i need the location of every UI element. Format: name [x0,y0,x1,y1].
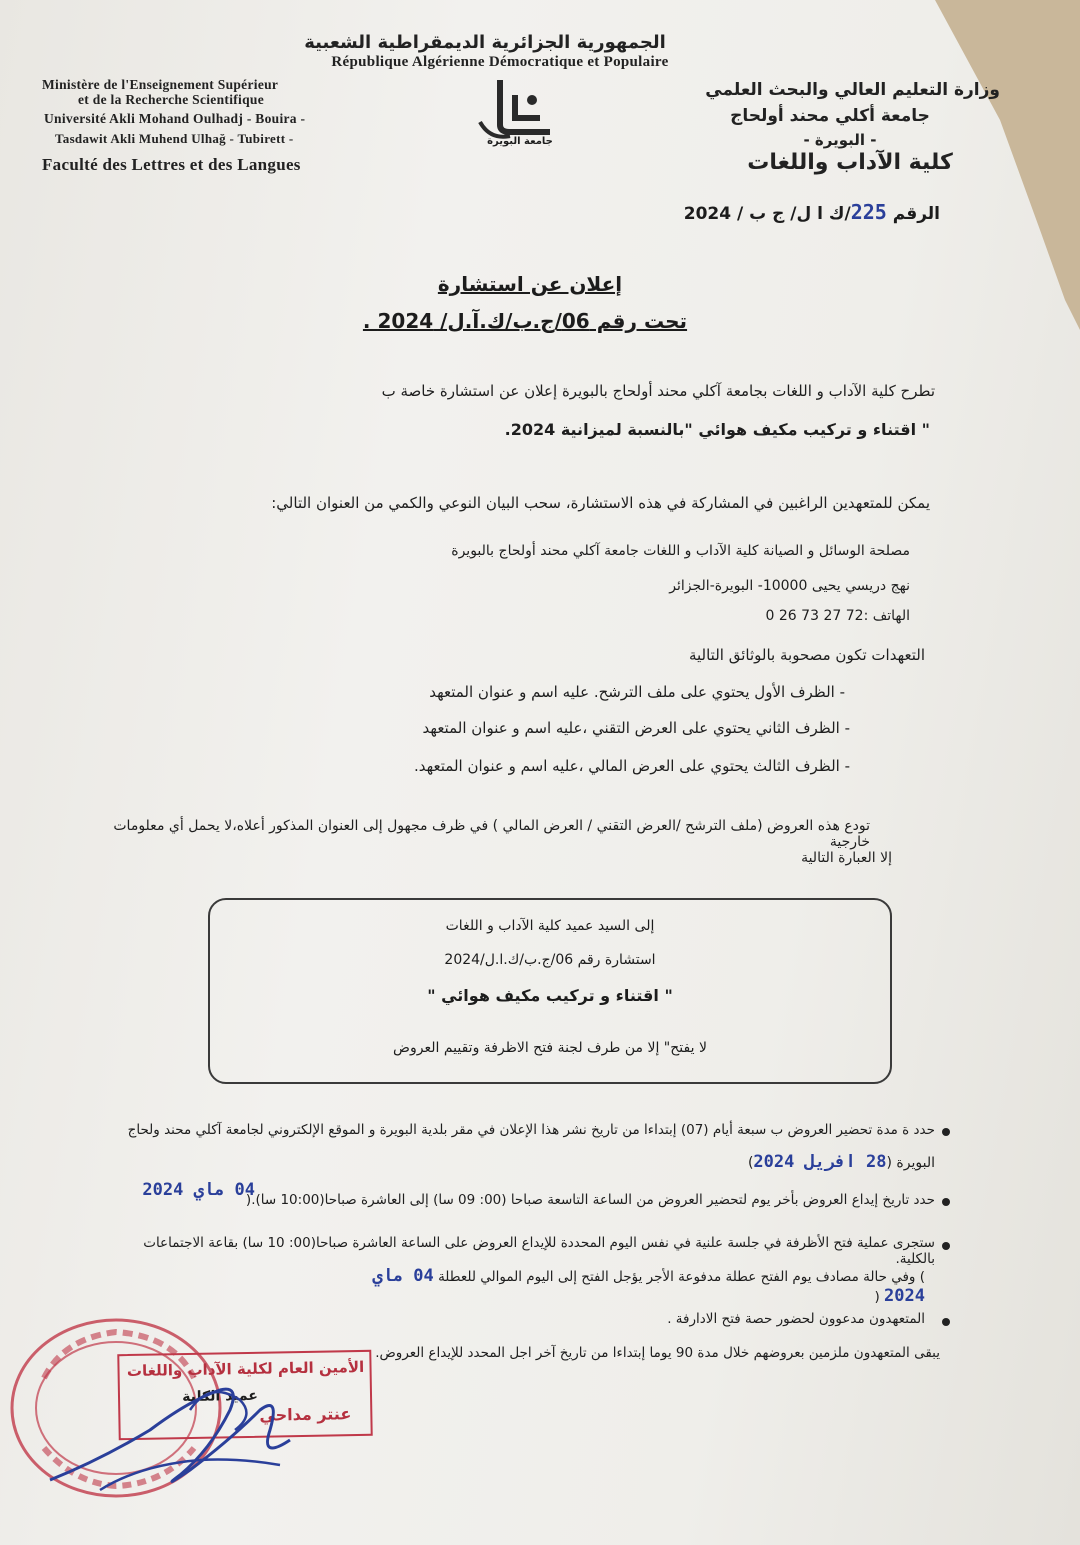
stamp-title: الأمين العام لكلية الآداب واللغات [126,1357,365,1381]
ministry-arabic: وزارة التعليم العالي والبحث العلمي [705,80,1000,100]
university-arabic: جامعة أكلي محند أولحاج [730,106,930,126]
deposit-line-2: إلا العبارة التالية [801,850,892,866]
university-tamazight: Tasdawit Akli Muhend Ulhağ - Tubirett - [55,131,294,146]
reference-number: 225 [850,200,887,224]
envelope-label-box [208,898,892,1084]
reference-suffix: /ك ا ل/ ج ب / 2024 [683,204,851,224]
bullet-3-date: 04 ماي 2024 [372,1266,925,1306]
signature-scribble-icon [40,1370,320,1510]
document-item-3: - الظرف الثالث يحتوي على العرض المالي ،عليه اسم و عنوان المتعهد. [413,757,850,775]
bullet-4-text: المتعهدون مدعوون لحضور حصة فتح الادارفة . [667,1311,925,1327]
handwritten-signature [40,1370,320,1510]
envelope-note: لا يفتح" إلا من طرف لجنة فتح الاظرفة وتقييم العروض [393,1040,707,1056]
envelope-subject: " اقتناء و تركيب مكيف هوائي " [427,986,673,1005]
bullet-1-line-1: حدد ة مدة تحضير العروض ب سبعة أيام (07) إبتداءا من تاريخ نشر هذا الإعلان في مقر بلدية البويرة و الموقع الإلكتروني لجامعة آكلي محند ولحاج [127,1122,935,1138]
closing-statement: يبقى المتعهدون ملزمين بعروضهم خلال مدة 90 يوما إبتداءا من تاريخ آخر اجل المحدد للإيداع العروض. [375,1345,940,1361]
bullet-dot-4 [942,1318,950,1326]
bullet-1-prefix: البويرة ( [886,1155,935,1171]
intro-line-2: " اقتناء و تركيب مكيف هوائي "بالنسبة لميزانية 2024. [504,420,930,439]
bullet-dot-3 [942,1242,950,1250]
address-line-1: مصلحة الوسائل و الصيانة كلية الآداب و اللغات جامعة آكلي محند أولحاج بالبويرة [451,543,910,559]
address-phone: الهاتف :72 27 73 26 0 [765,608,910,624]
ministry-french-2: et de la Recherche Scientifique [78,92,265,107]
document-item-2: - الظرف الثاني يحتوي على العرض التقني ،عليه اسم و عنوان المتعهد [422,719,850,737]
ministry-french-1: Ministère de l'Enseignement Supérieur [42,77,279,92]
deposit-line-1: تودع هذه العروض (ملف الترشح /العرض التقني / العرض المالي ) في ظرف مجهول إلى العنوان المذكور أعلاه،لا يحمل أي معلومات خارجية [113,818,870,850]
bullet-3-continuation: ) وفي حالة مصادف يوم الفتح عطلة مدفوعة الأجر يؤجل الفتح إلى اليوم الموالي للعطلة [438,1269,925,1285]
bullet-1-line-2 [600,1152,935,1172]
republic-french: République Algérienne Démocratique et Populaire [331,54,669,70]
faculty-arabic: كلية الآداب واللغات [747,150,953,175]
bullet-3-line-1: ستجرى عملية فتح الأظرفة في جلسة علنية في نفس اليوم المحددة للإيداع العروض على الساعة العاشرة صباحا(00: 10 سا) بقاعة الاجتماعات بالكلية. [143,1235,935,1267]
university-french: Université Akli Mohand Oulhadj - Bouira - [44,111,306,126]
intro-line-1: تطرح كلية الآداب و اللغات بجامعة آكلي محند أولحاج بالبويرة إعلان عن استشارة خاصة ب [381,382,935,400]
stamp-name: عنتر مداحي [259,1404,352,1425]
address-line-2: نهج دريسي يحيى 10000- البويرة-الجزائر [669,578,910,594]
bullet-dot-1 [942,1128,950,1136]
republic-arabic: الجمهورية الجزائرية الديمقراطية الشعبية [304,32,666,53]
address-intro: يمكن للمتعهدين الراغبين في المشاركة في هذه الاستشارة، سحب البيان النوعي والكمي من العنوان التالي: [271,494,930,512]
document-item-1: - الظرف الأول يحتوي على ملف الترشح. عليه اسم و عنوان المتعهد [429,683,845,701]
bullet-2-text: حدد تاريخ إيداع العروض بأخر يوم لتحضير العروض من الساعة التاسعة صباحا (00: 09 سا) إلى العاشرة صباحا(10:00 سا).( [245,1192,935,1208]
city-arabic: - البويرة - [803,131,877,149]
announcement-title: إعلان عن استشارة [437,272,623,296]
logo-caption: جامعة البويرة [487,136,553,147]
university-logo [470,70,570,150]
reference-line [680,200,940,224]
bullet-dot-2 [942,1198,950,1206]
envelope-recipient: إلى السيد عميد كلية الآداب و اللغات [445,918,655,934]
envelope-reference: استشارة رقم 06/ج.ب/ك.ا.ل/2024 [444,952,656,968]
dean-label: عميد الكلية [182,1387,259,1406]
announcement-subtitle: تحت رقم 06/ج.ب/ك.آ.ل/ 2024 . [362,309,688,333]
documents-intro: التعهدات تكون مصحوبة بالوثائق التالية [688,646,925,664]
bullet-1-date: 28 افريل 2024 [753,1152,887,1172]
reference-label: الرقم [892,204,940,224]
bullet-3-line-2: ) وفي حالة مصادف يوم الفتح عطلة مدفوعة الأجر يؤجل الفتح إلى اليوم الموالي للعطلة 04 ماي 2024 ( [372,1266,925,1306]
bullet-1-suffix: ) [747,1155,754,1171]
bullet-2-date: 04 ماي 2024 [142,1180,255,1200]
faculty-french: Faculté des Lettres et des Langues [42,155,301,174]
